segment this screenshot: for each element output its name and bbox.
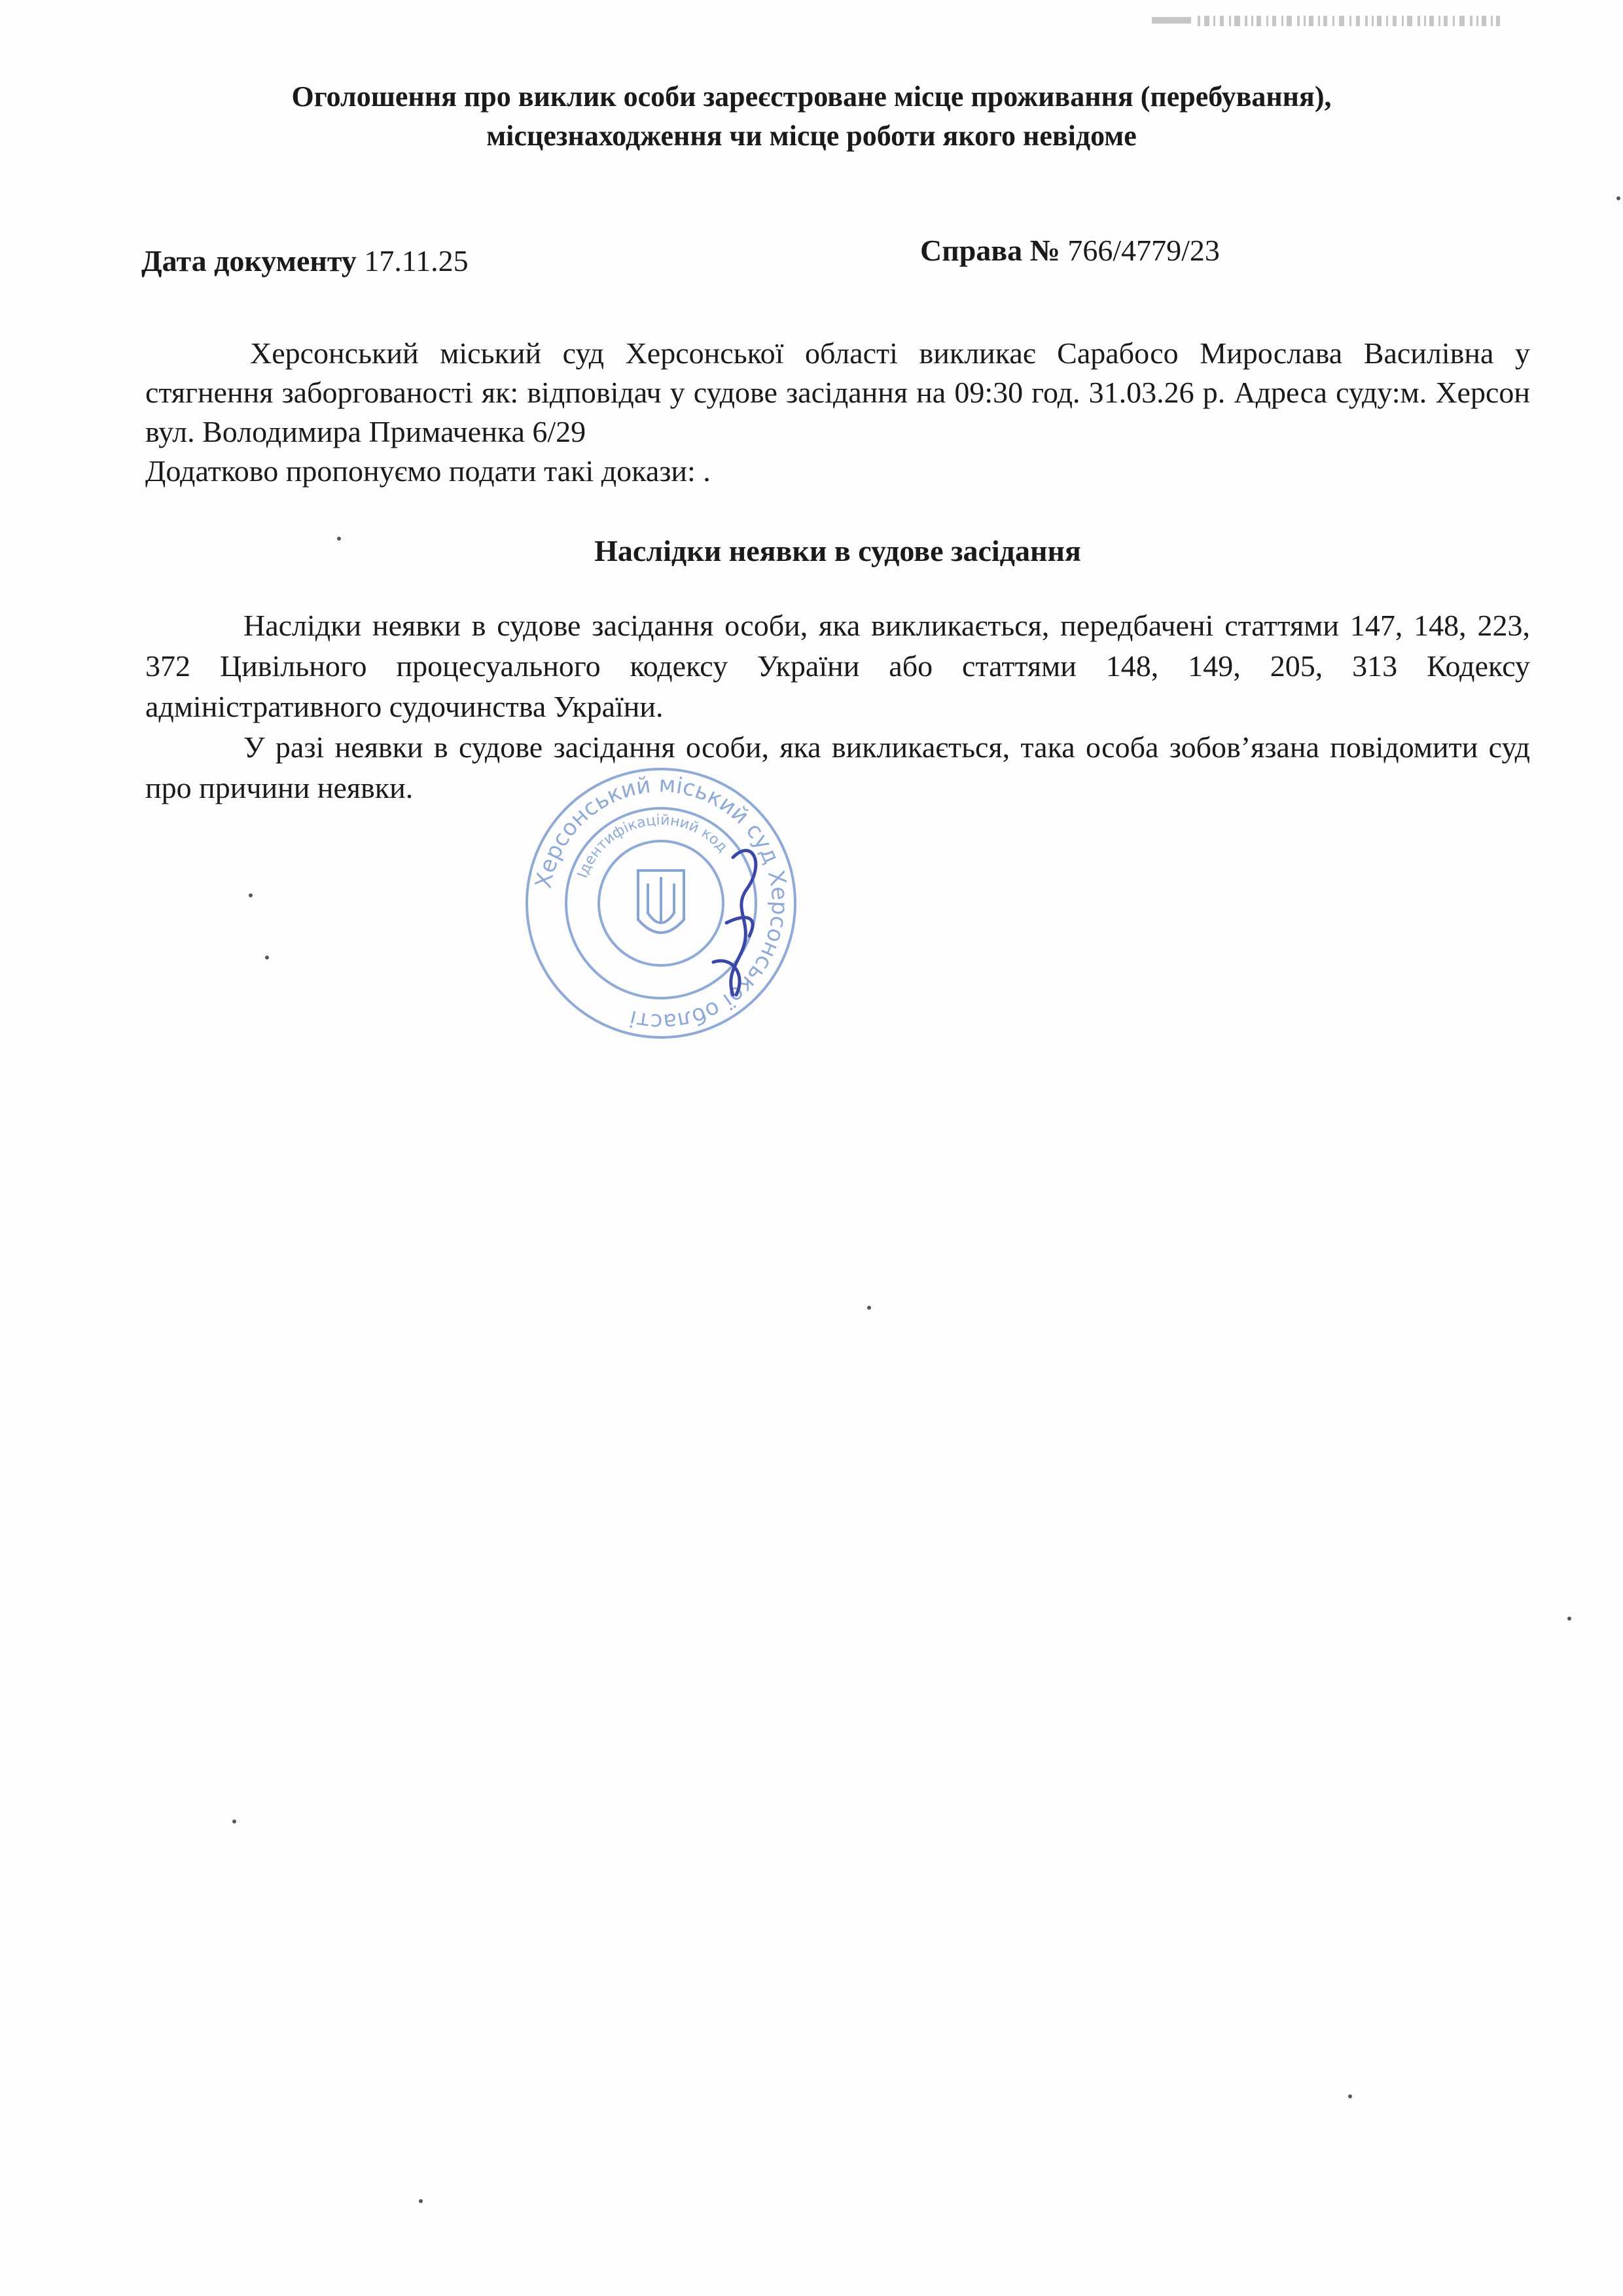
date-label: Дата документу bbox=[141, 244, 357, 278]
scan-speck bbox=[1348, 2094, 1352, 2098]
consequences-heading: Наслідки неявки в судове засідання bbox=[594, 534, 1081, 567]
scan-speck bbox=[1567, 1617, 1571, 1621]
document-title bbox=[131, 77, 1492, 156]
scan-barcode-mark bbox=[1152, 13, 1505, 29]
case-value: 766/4779/23 bbox=[1067, 234, 1220, 267]
scan-speck bbox=[232, 1820, 236, 1823]
scan-speck bbox=[249, 893, 253, 897]
seal-inner-text: Ідентифікаційний код bbox=[574, 812, 731, 880]
title-line-2: місцезнаходження чи місце роботи якого невідоме bbox=[486, 120, 1137, 152]
consequences-body bbox=[145, 605, 1530, 808]
date-value: 17.11.25 bbox=[364, 244, 469, 278]
seal-outer-text: Херсонський міський суд Херсонської області bbox=[530, 771, 793, 1035]
court-seal-stamp bbox=[517, 759, 805, 1047]
case-label: Справа № bbox=[920, 234, 1060, 267]
scan-speck bbox=[867, 1306, 871, 1310]
document-meta bbox=[141, 236, 1542, 281]
notice-body bbox=[145, 334, 1530, 491]
consequences-paragraph-2: У разі неявки в судове засідання особи, яка викликається, така особа зобов’язана повідомити суд про причини неявки. bbox=[145, 730, 1530, 804]
evidence-line: Додатково пропонуємо подати такі докази: . bbox=[145, 454, 711, 488]
scan-speck bbox=[1616, 196, 1620, 200]
title-line-1: Оголошення про виклик особи зареєстроване місце проживання (перебування), bbox=[291, 81, 1332, 113]
scan-speck bbox=[337, 537, 341, 541]
consequences-paragraph-1: Наслідки неявки в судове засідання особи, яка викликається, передбачені статтями 147, 148, 223, 372 Цивільного процесуального кодексу України або статтями 148, 149, 205, 313 Кодексу адміністративного судочинства України. bbox=[145, 609, 1530, 723]
case-number bbox=[920, 233, 1220, 268]
scan-speck bbox=[419, 2199, 423, 2203]
notice-paragraph: Херсонський міський суд Херсонської області викликає Сарабосо Мирослава Василівна у стягнення заборгованості як: відповідач у судове засідання на 09:30 год. 31.03.26 р. Адреса суду:м. Херсон вул. Володимира Примаченка 6/29 bbox=[145, 336, 1530, 448]
document-date bbox=[141, 243, 469, 278]
scan-speck bbox=[265, 956, 269, 960]
coat-of-arms-icon bbox=[638, 870, 684, 933]
